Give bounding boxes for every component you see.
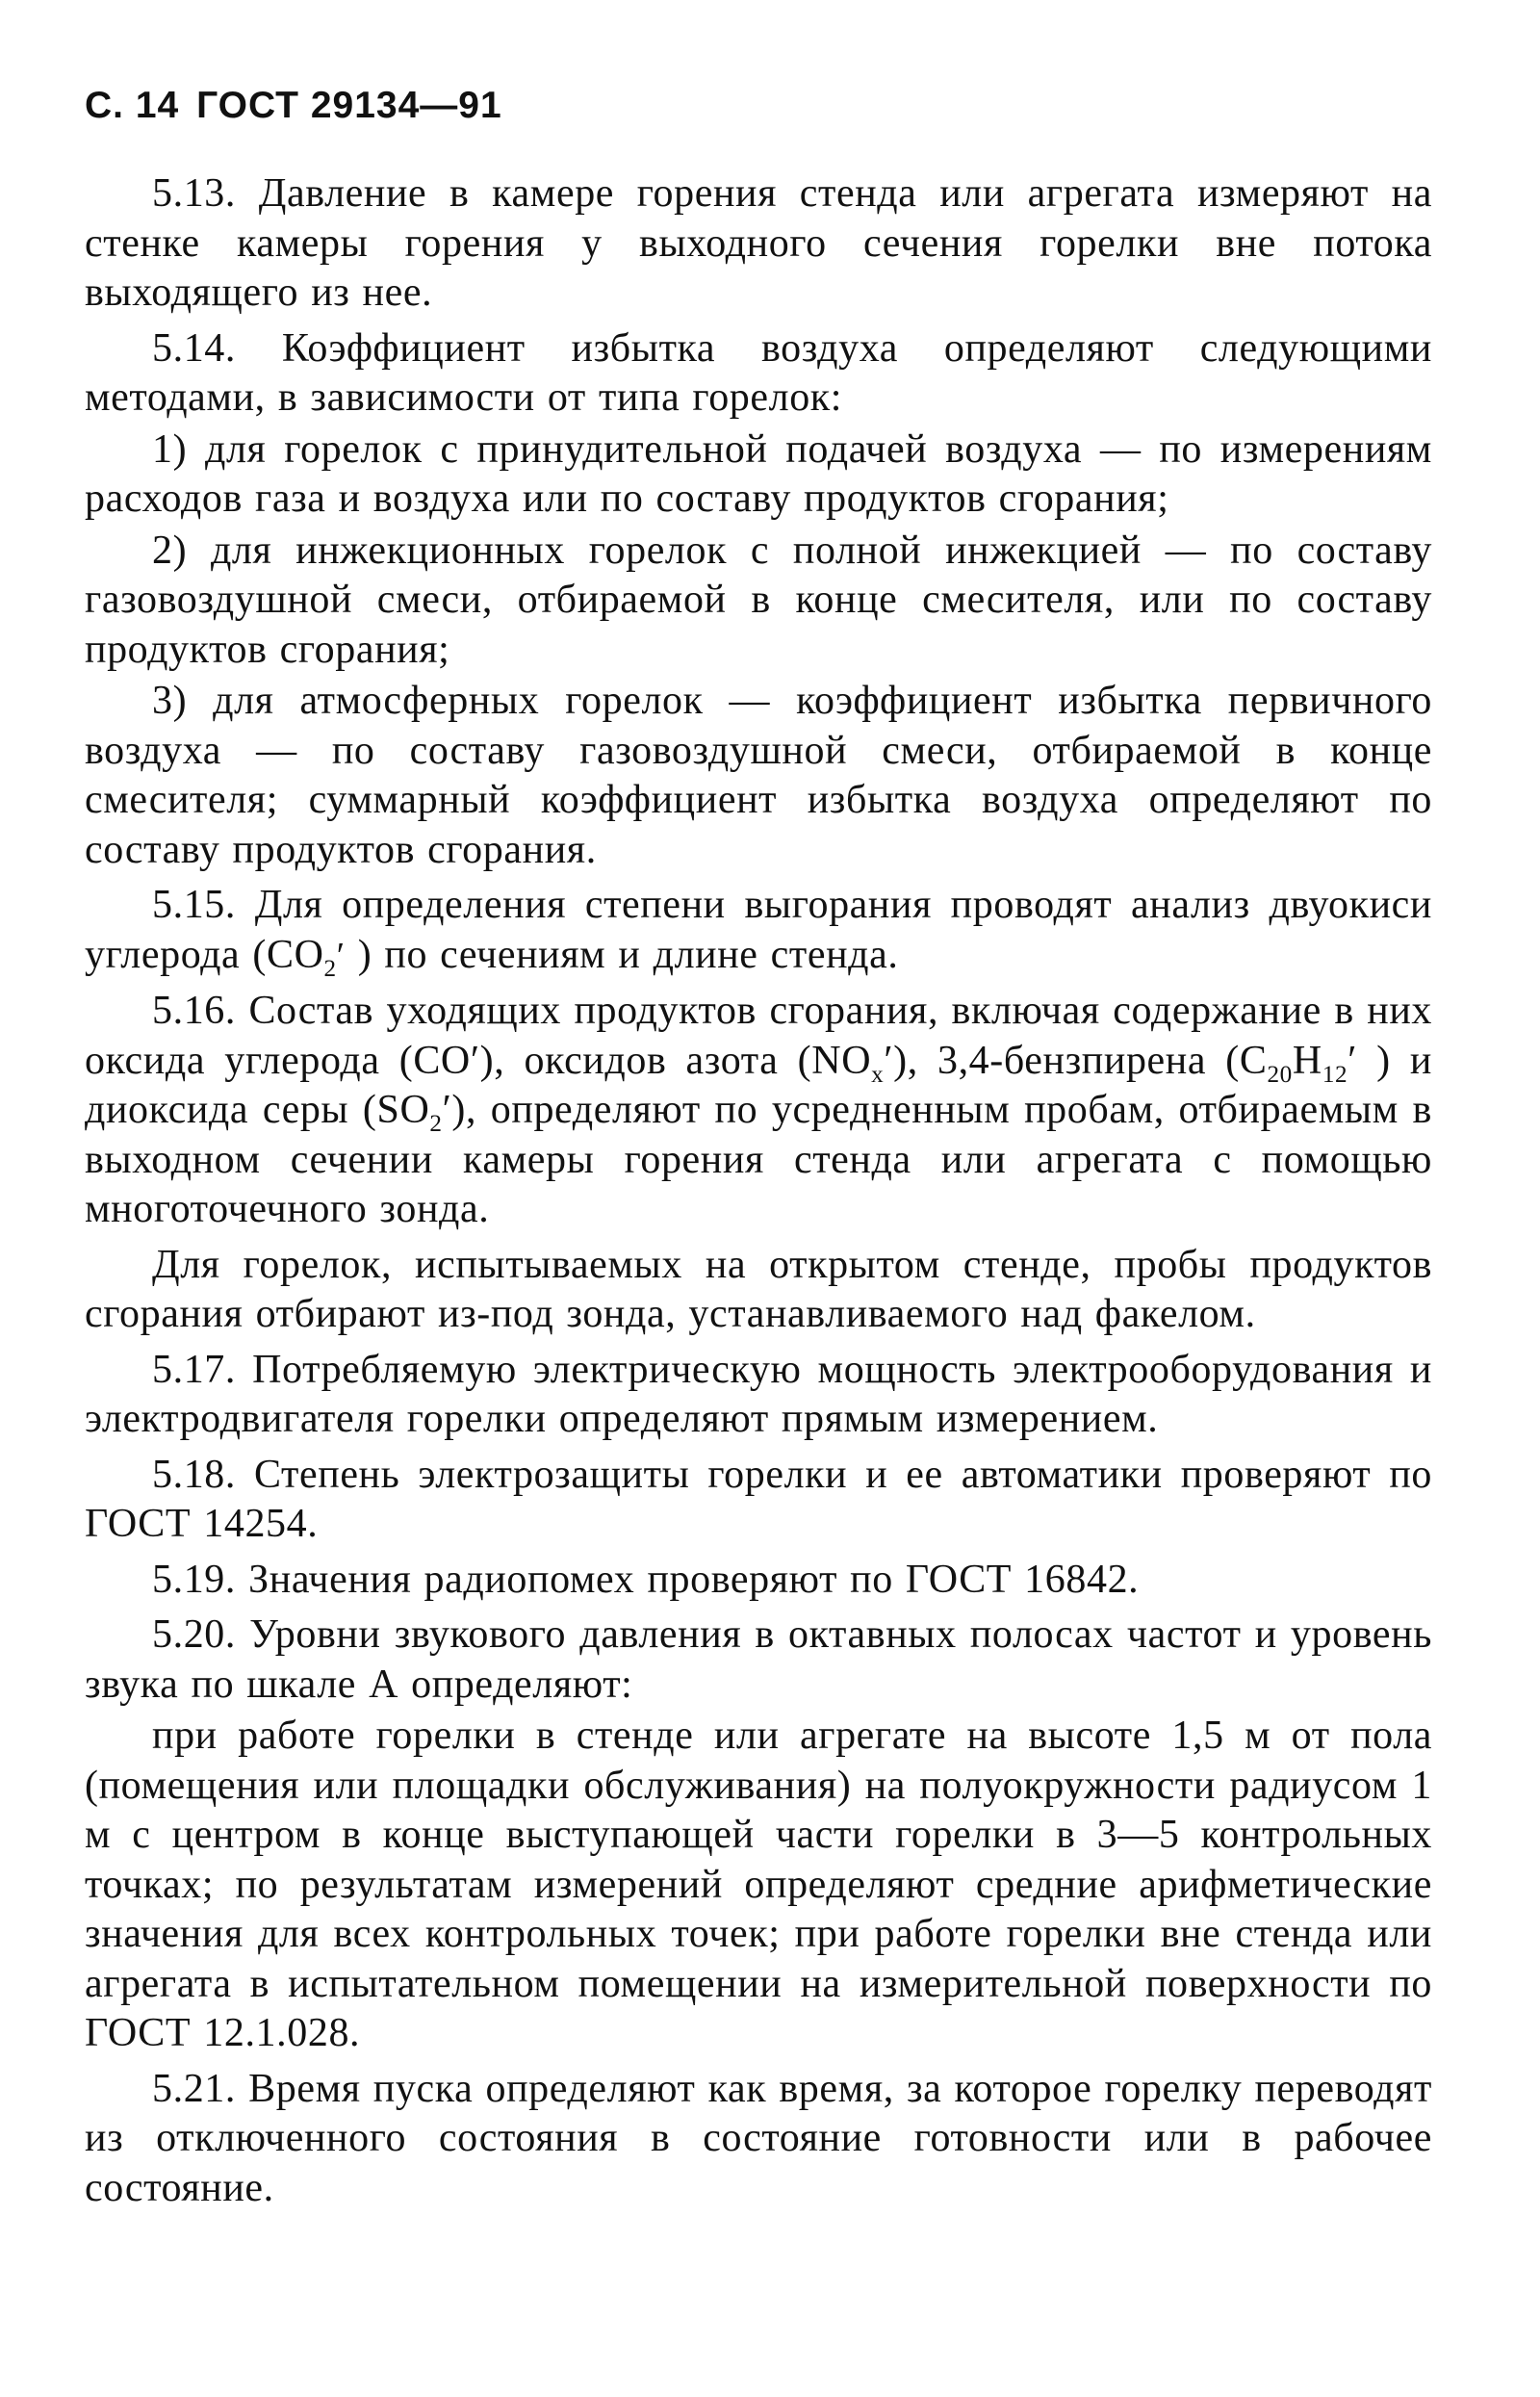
paragraph-5-20: 5.20. Уровни звукового давления в октавных полосах частот и уровень звука по шкале А определяют:	[85, 1612, 1432, 1707]
p516-sub-12: 12	[1322, 1061, 1348, 1088]
document-page	[85, 85, 1432, 2219]
p516-sub-20: 20	[1267, 1061, 1293, 1088]
p515-text-2: ) по сечениям и длине стенда.	[345, 932, 899, 977]
paragraph-5-20-measurement: при работе горелки в стенде или агрегате на высоте 1,5 м от пола (помещения или площадки обслуживания) на полуокружности радиусом 1 м с центром в конце выступающей части горелки в 3—5 контрольных точках; по результатам измерений определяют средние арифметические значения для всех контрольных точек; при работе горелки вне стенда или агрегата в испытательном помещении на измерительной поверхности по ГОСТ 12.1.028.	[85, 1714, 1432, 2055]
paragraph-5-14: 5.14. Коэффициент избытка воздуха определяют следующими методами, в зависимости от типа горелок:	[85, 325, 1432, 420]
p516-sub-x: x	[871, 1061, 885, 1088]
paragraph-5-18: 5.18. Степень электрозащиты горелки и ее автоматики проверяют по ГОСТ 14254.	[85, 1452, 1432, 1546]
paragraph-5-14-item-2: 2) для инжекционных горелок с полной инжекцией — по составу газовоздушной смеси, отбираемой в конце смесителя, или по составу продуктов сгорания;	[85, 528, 1432, 672]
p515-subscript: 2	[323, 955, 337, 982]
paragraph-5-15	[85, 881, 1432, 981]
p516-text-5: ′), определяют по усредненным пробам, отбираемым в выходном сечении камеры горения стенда или агрегата с помощью многоточечного зонда.	[85, 1088, 1432, 1231]
paragraph-5-14-item-3: 3) для атмосферных горелок — коэффициент избытка первичного воздуха — по составу газовоздушной смеси, отбираемой в конце смесителя; суммарный коэффициент избытка воздуха определяют по составу продуктов сгорания.	[85, 679, 1432, 872]
paragraph-5-14-item-1: 1) для горелок с принудительной подачей воздуха — по измерениям расходов газа и воздуха или по составу продуктов сгорания;	[85, 426, 1432, 521]
p516-text-4: ′ ) и диоксида серы (SO	[85, 1038, 1432, 1132]
p515-text-1: 5.15. Для определения степени выгорания проводят анализ двуокиси углерода (СО	[85, 883, 1432, 977]
running-header	[85, 85, 1432, 127]
paragraph-5-21: 5.21. Время пуска определяют как время, за которое горелку переводят из отключенного состояния в состояние готовности или в рабочее состояние.	[85, 2066, 1432, 2210]
paragraph-5-16-open-stand: Для горелок, испытываемых на открытом стенде, пробы продуктов сгорания отбирают из-под зонда, устанавливаемого над факелом.	[85, 1242, 1432, 1336]
page-number: С. 14	[85, 85, 180, 126]
p516-text-2: ′), 3,4-бензпирена (С	[884, 1038, 1268, 1083]
paragraph-5-16	[85, 987, 1432, 1235]
standard-designation: ГОСТ 29134—91	[196, 85, 502, 126]
p516-sub-2: 2	[429, 1110, 443, 1137]
paragraph-5-19: 5.19. Значения радиопомех проверяют по ГОСТ 16842.	[152, 1557, 1140, 1602]
p516-text-3: Н	[1292, 1038, 1322, 1083]
p516-text-1: 5.16. Состав уходящих продуктов сгорания, включая содержание в них оксида углерода (СО′), оксидов азота (NO	[85, 989, 1432, 1083]
paragraph-5-13: 5.13. Давление в камере горения стенда или агрегата измеряют на стенке камеры горения у выходного сечения горелки вне потока выходящего из нее.	[85, 171, 1432, 315]
p515-prime: ′	[336, 935, 346, 976]
paragraph-5-17: 5.17. Потребляемую электрическую мощность электрооборудования и электродвигателя горелки определяют прямым измерением.	[85, 1347, 1432, 1441]
